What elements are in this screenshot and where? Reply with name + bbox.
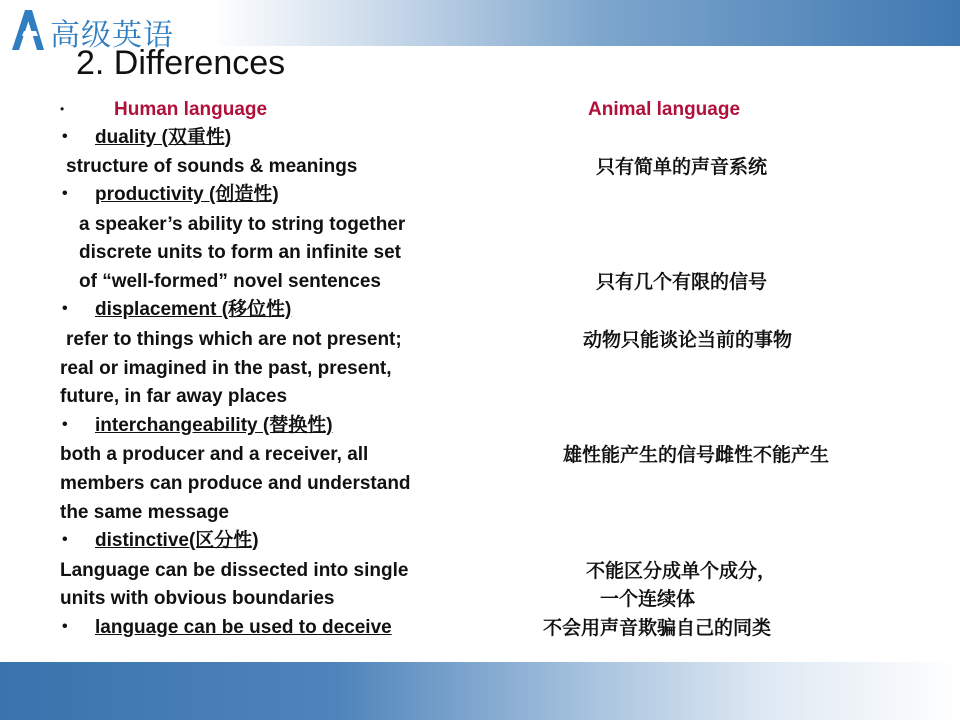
column-header-human: Human language — [114, 99, 268, 120]
human-productivity-text-1: a speaker’s ability to string together — [79, 214, 406, 235]
animal-deceive-text: 不会用声音欺骗自己的同类 — [543, 617, 772, 639]
term-displacement: displacement (移位性) — [95, 299, 292, 320]
bullet: • — [60, 102, 65, 116]
logo-text: 高级英语 — [50, 18, 174, 53]
human-displacement-text-1: refer to things which are not present; — [66, 329, 402, 350]
human-interchange-text-1: both a producer and a receiver, all — [60, 444, 369, 465]
animal-productivity-text: 只有几个有限的信号 — [596, 271, 768, 293]
bullet: • — [62, 128, 68, 145]
animal-duality-text: 只有简单的声音系统 — [596, 156, 768, 178]
term-distinctive: distinctive(区分性) — [95, 530, 259, 551]
footer-band — [0, 662, 960, 720]
human-interchange-text-3: the same message — [60, 502, 229, 523]
animal-distinctive-text-1: 不能区分成单个成分， — [586, 560, 777, 582]
logo-mark-icon — [8, 6, 48, 52]
human-distinctive-text-1: Language can be dissected into single — [60, 560, 409, 581]
human-productivity-text-3: of “well-formed” novel sentences — [79, 271, 381, 292]
bullet: • — [62, 416, 68, 433]
bullet: • — [62, 618, 68, 635]
term-interchangeability: interchangeability (替换性) — [95, 415, 333, 436]
human-displacement-text-2: real or imagined in the past, present, — [60, 358, 392, 379]
human-duality-text: structure of sounds & meanings — [66, 156, 358, 177]
animal-displacement-text: 动物只能谈论当前的事物 — [583, 329, 793, 351]
bullet: • — [62, 300, 68, 317]
page-title: 2. Differences — [76, 44, 286, 82]
bullet: • — [62, 531, 68, 548]
animal-distinctive-text-2: 一个连续体 — [600, 588, 696, 610]
human-displacement-text-3: future, in far away places — [60, 386, 288, 407]
human-interchange-text-2: members can produce and understand — [60, 473, 411, 494]
term-duality: duality (双重性) — [95, 127, 232, 148]
column-header-animal: Animal language — [588, 99, 741, 120]
term-deceive: language can be used to deceive — [95, 617, 392, 638]
bullet: • — [62, 185, 68, 202]
term-productivity: productivity (创造性) — [95, 184, 279, 205]
human-distinctive-text-2: units with obvious boundaries — [60, 588, 335, 609]
human-productivity-text-2: discrete units to form an infinite set — [79, 242, 401, 263]
animal-interchange-text: 雄性能产生的信号雌性不能产生 — [563, 444, 830, 466]
